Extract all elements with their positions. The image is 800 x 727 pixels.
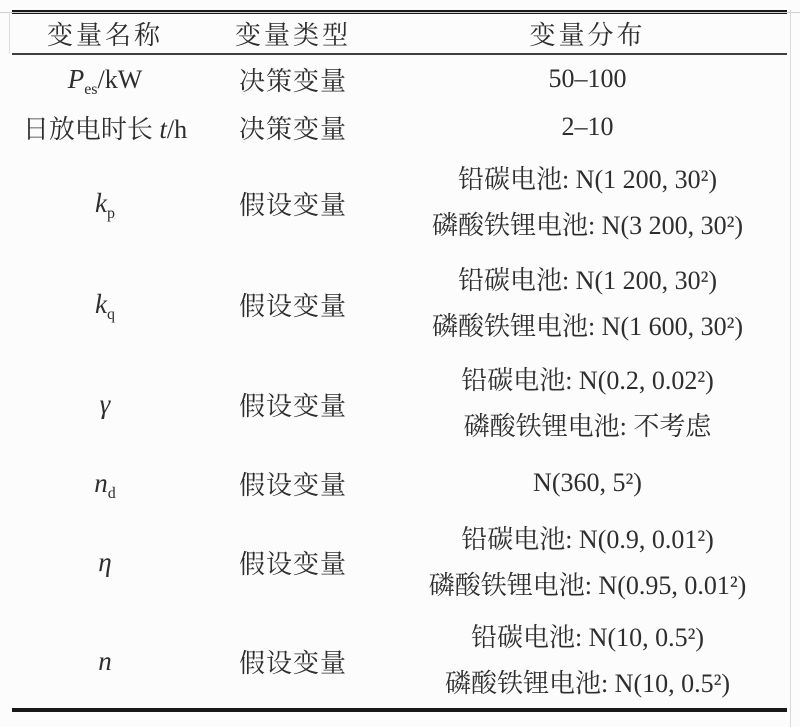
col-header-variable-name: 变量名称 <box>12 12 198 54</box>
cell-variable-distribution <box>388 151 787 255</box>
cell-variable-distribution <box>388 103 787 151</box>
col-header-variable-type: 变量类型 <box>198 12 388 54</box>
cell-variable-name <box>12 455 198 511</box>
variable-subscript: d <box>107 484 116 502</box>
table-header <box>12 12 787 54</box>
distribution-line: 铅碳电池: N(0.9, 0.01²) <box>461 524 714 554</box>
variable-symbol: t <box>159 113 167 144</box>
cell-variable-name <box>12 353 198 455</box>
distribution-line: 50–100 <box>548 64 627 93</box>
table-row <box>12 255 787 353</box>
cell-variable-type: 假设变量 <box>238 648 347 678</box>
variable-symbol: n <box>94 467 108 498</box>
cell-variable-type: 假设变量 <box>238 391 347 421</box>
cell-variable-distribution <box>388 54 787 103</box>
table-row <box>12 511 787 614</box>
distribution-line: 磷酸铁锂电池: 不考虑 <box>463 412 712 441</box>
variable-name-text: 日放电时长 <box>22 114 160 144</box>
variable-unit: /h <box>166 114 188 144</box>
table-row <box>12 614 787 710</box>
variable-subscript: es <box>84 80 98 98</box>
distribution-line: 磷酸铁锂电池: N(3 200, 30²) <box>431 211 744 240</box>
cell-variable-name <box>12 54 198 103</box>
header-row <box>12 12 787 54</box>
cell-variable-name <box>12 255 198 353</box>
variable-symbol: k <box>95 288 107 319</box>
scan-hairline-top <box>0 12 800 13</box>
variable-symbol: η <box>98 547 112 577</box>
distribution-line: 磷酸铁锂电池: N(1 600, 30²) <box>431 312 744 341</box>
cell-variable-distribution <box>388 614 787 710</box>
cell-variable-type: 假设变量 <box>238 550 347 579</box>
table-row <box>12 151 787 255</box>
cell-variable-name <box>12 511 198 614</box>
distribution-line: 磷酸铁锂电池: N(10, 0.5²) <box>444 669 731 698</box>
variable-symbol: P <box>67 63 85 94</box>
distribution-line: 铅碳电池: N(1 200, 30²) <box>457 165 718 194</box>
cell-variable-distribution <box>388 255 787 353</box>
variables-table <box>12 10 787 712</box>
variable-unit: /kW <box>97 64 143 94</box>
table-row <box>12 54 787 103</box>
cell-variable-type: 决策变量 <box>238 66 347 96</box>
cell-variable-distribution <box>388 455 787 511</box>
distribution-line: 铅碳电池: N(10, 0.5²) <box>470 623 705 652</box>
cell-variable-distribution <box>388 511 787 614</box>
cell-variable-type: 决策变量 <box>238 114 347 144</box>
variable-subscript: p <box>106 204 115 222</box>
scan-hairline-left <box>9 12 10 54</box>
scan-hairline-right <box>790 10 791 727</box>
table-row <box>12 103 787 151</box>
cell-variable-type: 假设变量 <box>238 190 347 220</box>
distribution-line: 铅碳电池: N(0.2, 0.02²) <box>461 366 714 395</box>
cell-variable-type: 假设变量 <box>238 470 347 500</box>
distribution-line: 铅碳电池: N(1 200, 30²) <box>457 266 718 295</box>
cell-variable-type: 假设变量 <box>238 291 347 321</box>
cell-variable-name <box>12 614 198 710</box>
distribution-line: N(360, 5²) <box>533 468 642 497</box>
variable-symbol: k <box>95 187 107 218</box>
cell-variable-name <box>12 151 198 255</box>
variable-subscript: q <box>106 305 115 323</box>
cell-variable-distribution <box>388 353 787 455</box>
col-header-variable-distribution: 变量分布 <box>388 12 787 54</box>
distribution-line: 磷酸铁锂电池: N(0.95, 0.01²) <box>428 570 747 600</box>
table-row <box>12 455 787 511</box>
variable-symbol: γ <box>99 388 111 419</box>
distribution-line: 2–10 <box>561 112 614 141</box>
cell-variable-name <box>12 103 198 151</box>
table-row <box>12 353 787 455</box>
variable-symbol: n <box>98 645 112 676</box>
